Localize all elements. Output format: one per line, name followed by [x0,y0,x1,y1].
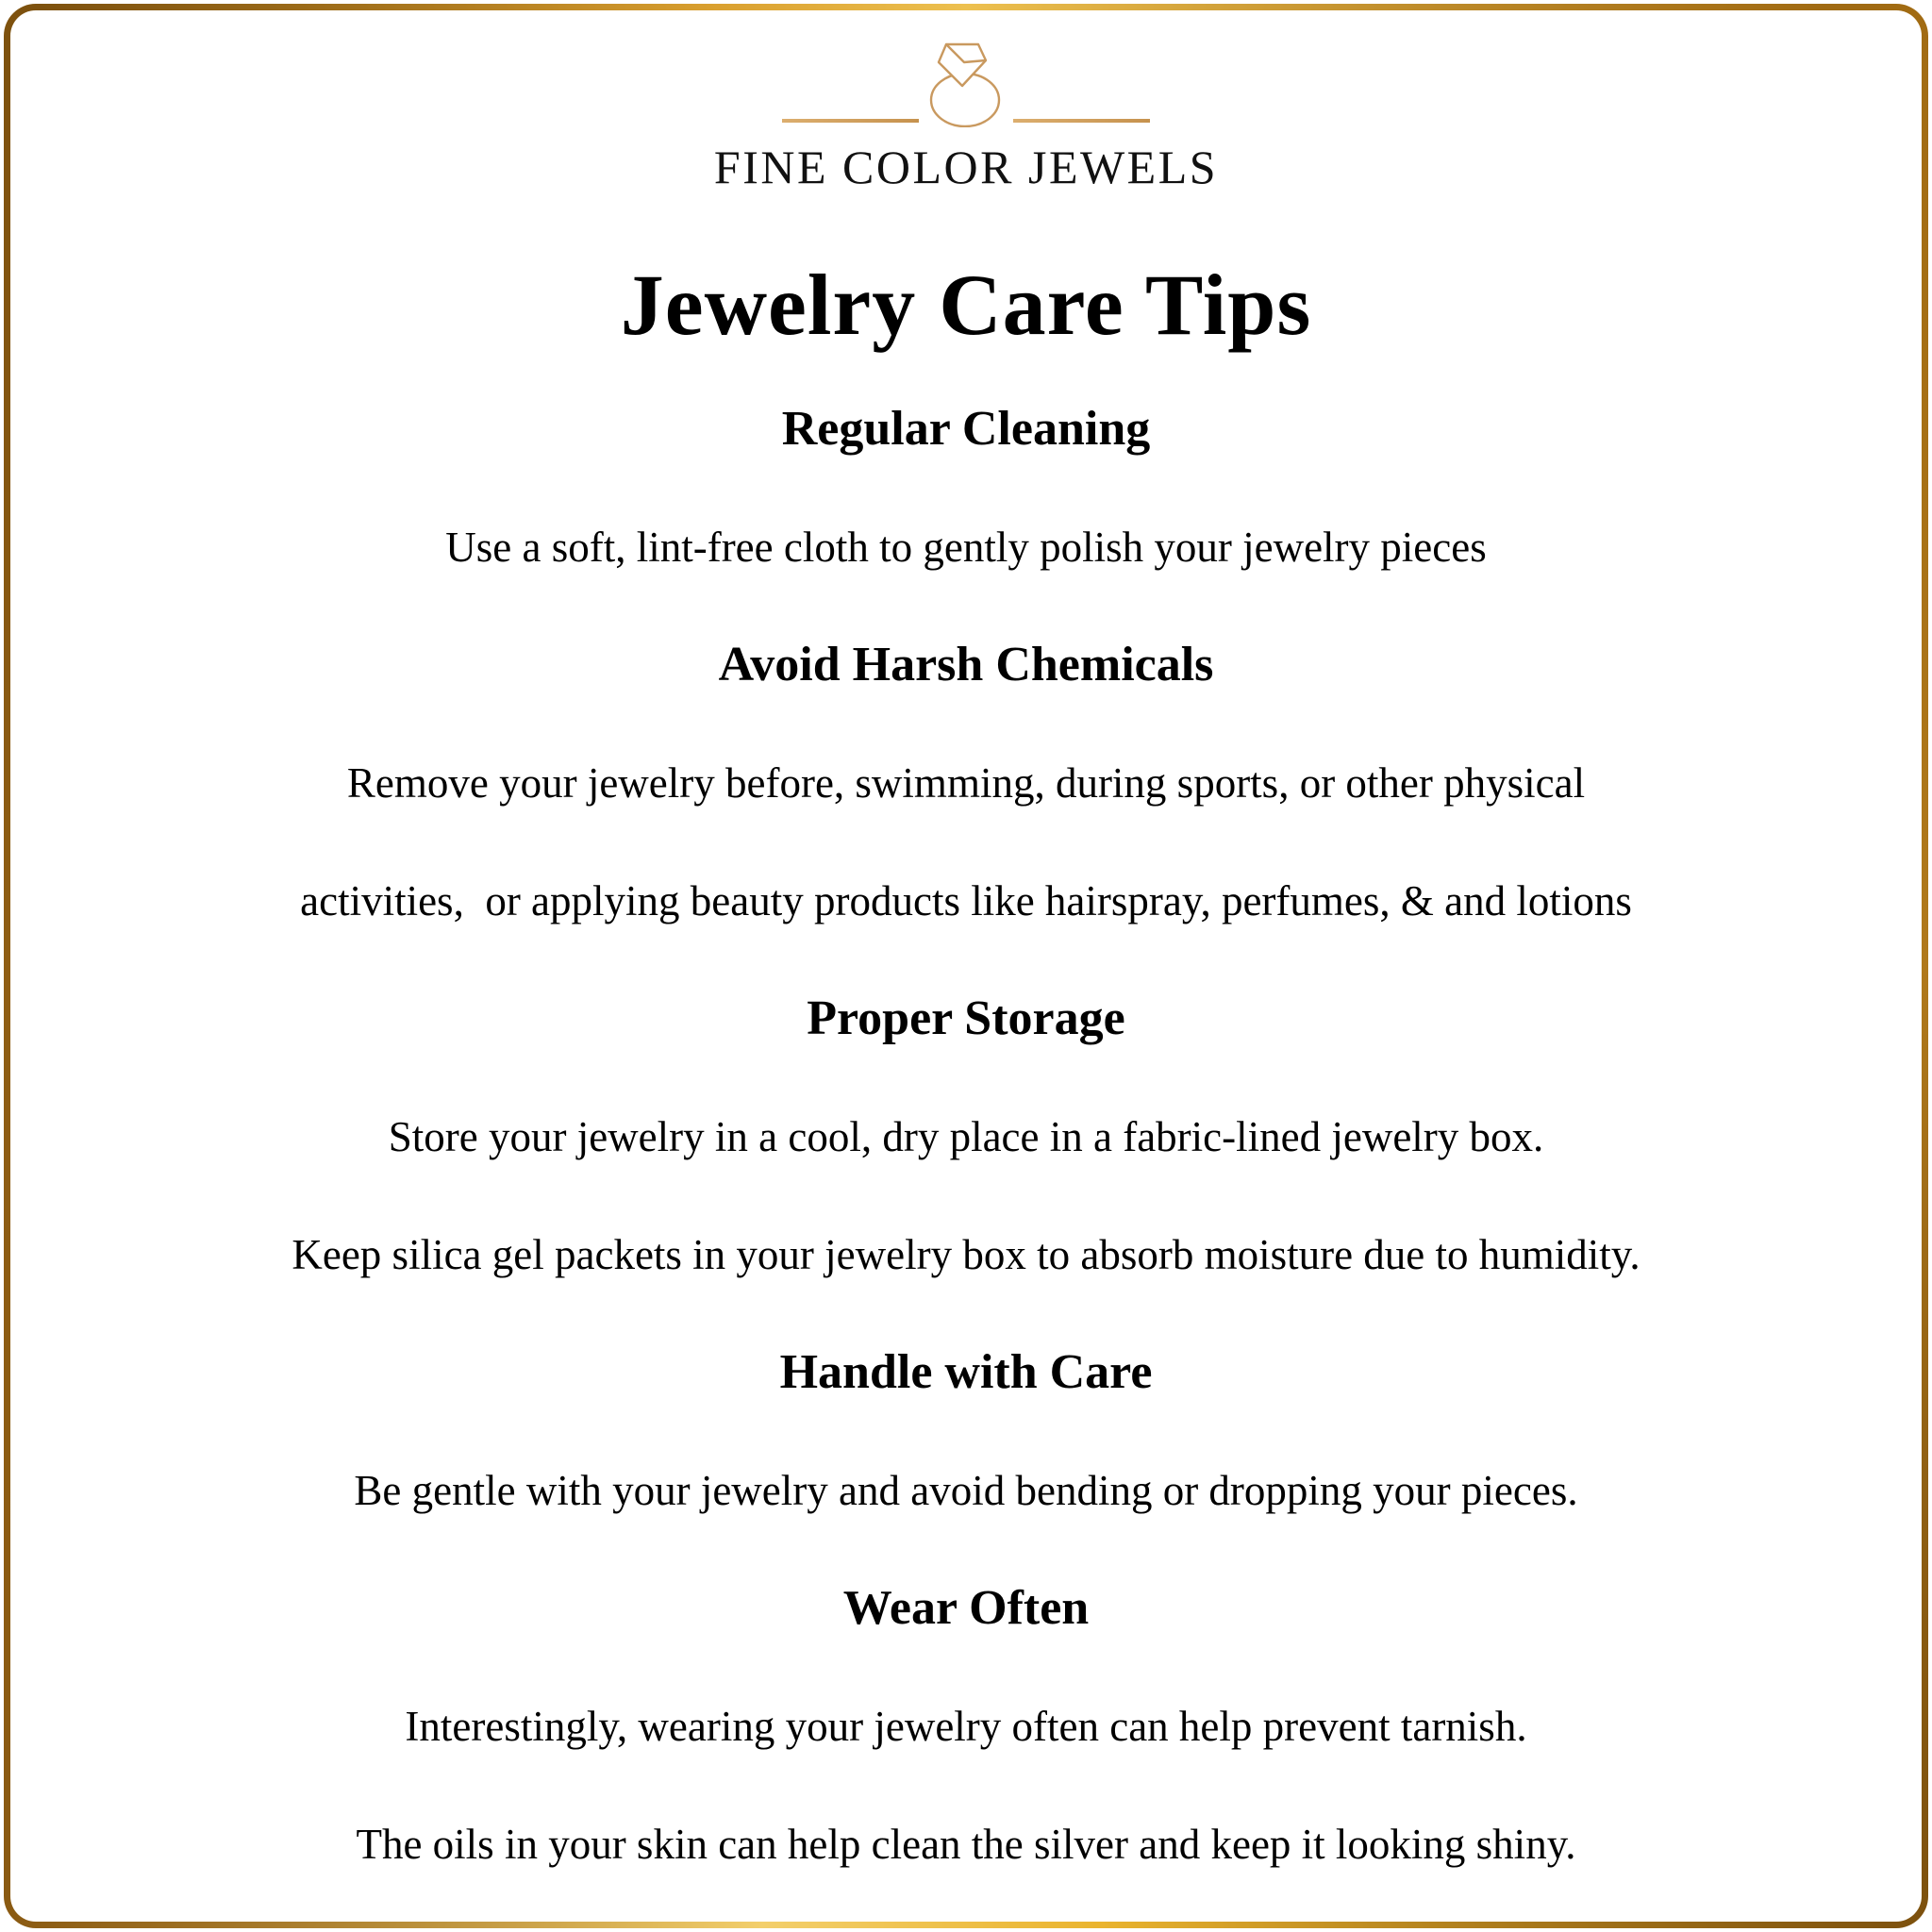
tip-line: Store your jewelry in a cool, dry place in a fabric-lined jewelry box. [388,1113,1544,1160]
page-title: Jewelry Care Tips [620,257,1312,353]
tip-heading-regular-cleaning: Regular Cleaning [781,402,1151,456]
tip-heading-wear-often: Wear Often [842,1581,1090,1635]
tip-heading-proper-storage: Proper Storage [807,991,1125,1045]
flyer-header [10,42,1922,356]
tip-line: activities, or applying beauty products like hairspray, perfumes, & and lotions [300,877,1632,924]
logo-left-rule [782,119,919,123]
brand-logo [10,42,1922,127]
care-tips-list [10,401,1922,1873]
flyer-content [10,10,1922,1922]
tip-heading-avoid-harsh-chemicals: Avoid Harsh Chemicals [718,638,1214,691]
tip-heading-handle-with-care: Handle with Care [779,1345,1153,1399]
gold-border-frame [4,4,1928,1928]
brand-name: FINE COLOR JEWELS [713,141,1219,193]
tip-line: Interestingly, wearing your jewelry often can help prevent tarnish. [405,1703,1527,1750]
tip-line: Be gentle with your jewelry and avoid bending or dropping your pieces. [354,1467,1578,1514]
tip-line: Use a soft, lint-free cloth to gently polish your jewelry pieces [445,524,1487,571]
logo-right-rule [1013,119,1150,123]
tip-line: Keep silica gel packets in your jewelry box to absorb moisture due to humidity. [291,1231,1641,1278]
tip-line: Remove your jewelry before, swimming, during sports, or other physical [346,759,1586,807]
diamond-ring-icon [928,42,1004,127]
tip-line: The oils in your skin can help clean the silver and keep it looking shiny. [356,1821,1576,1868]
